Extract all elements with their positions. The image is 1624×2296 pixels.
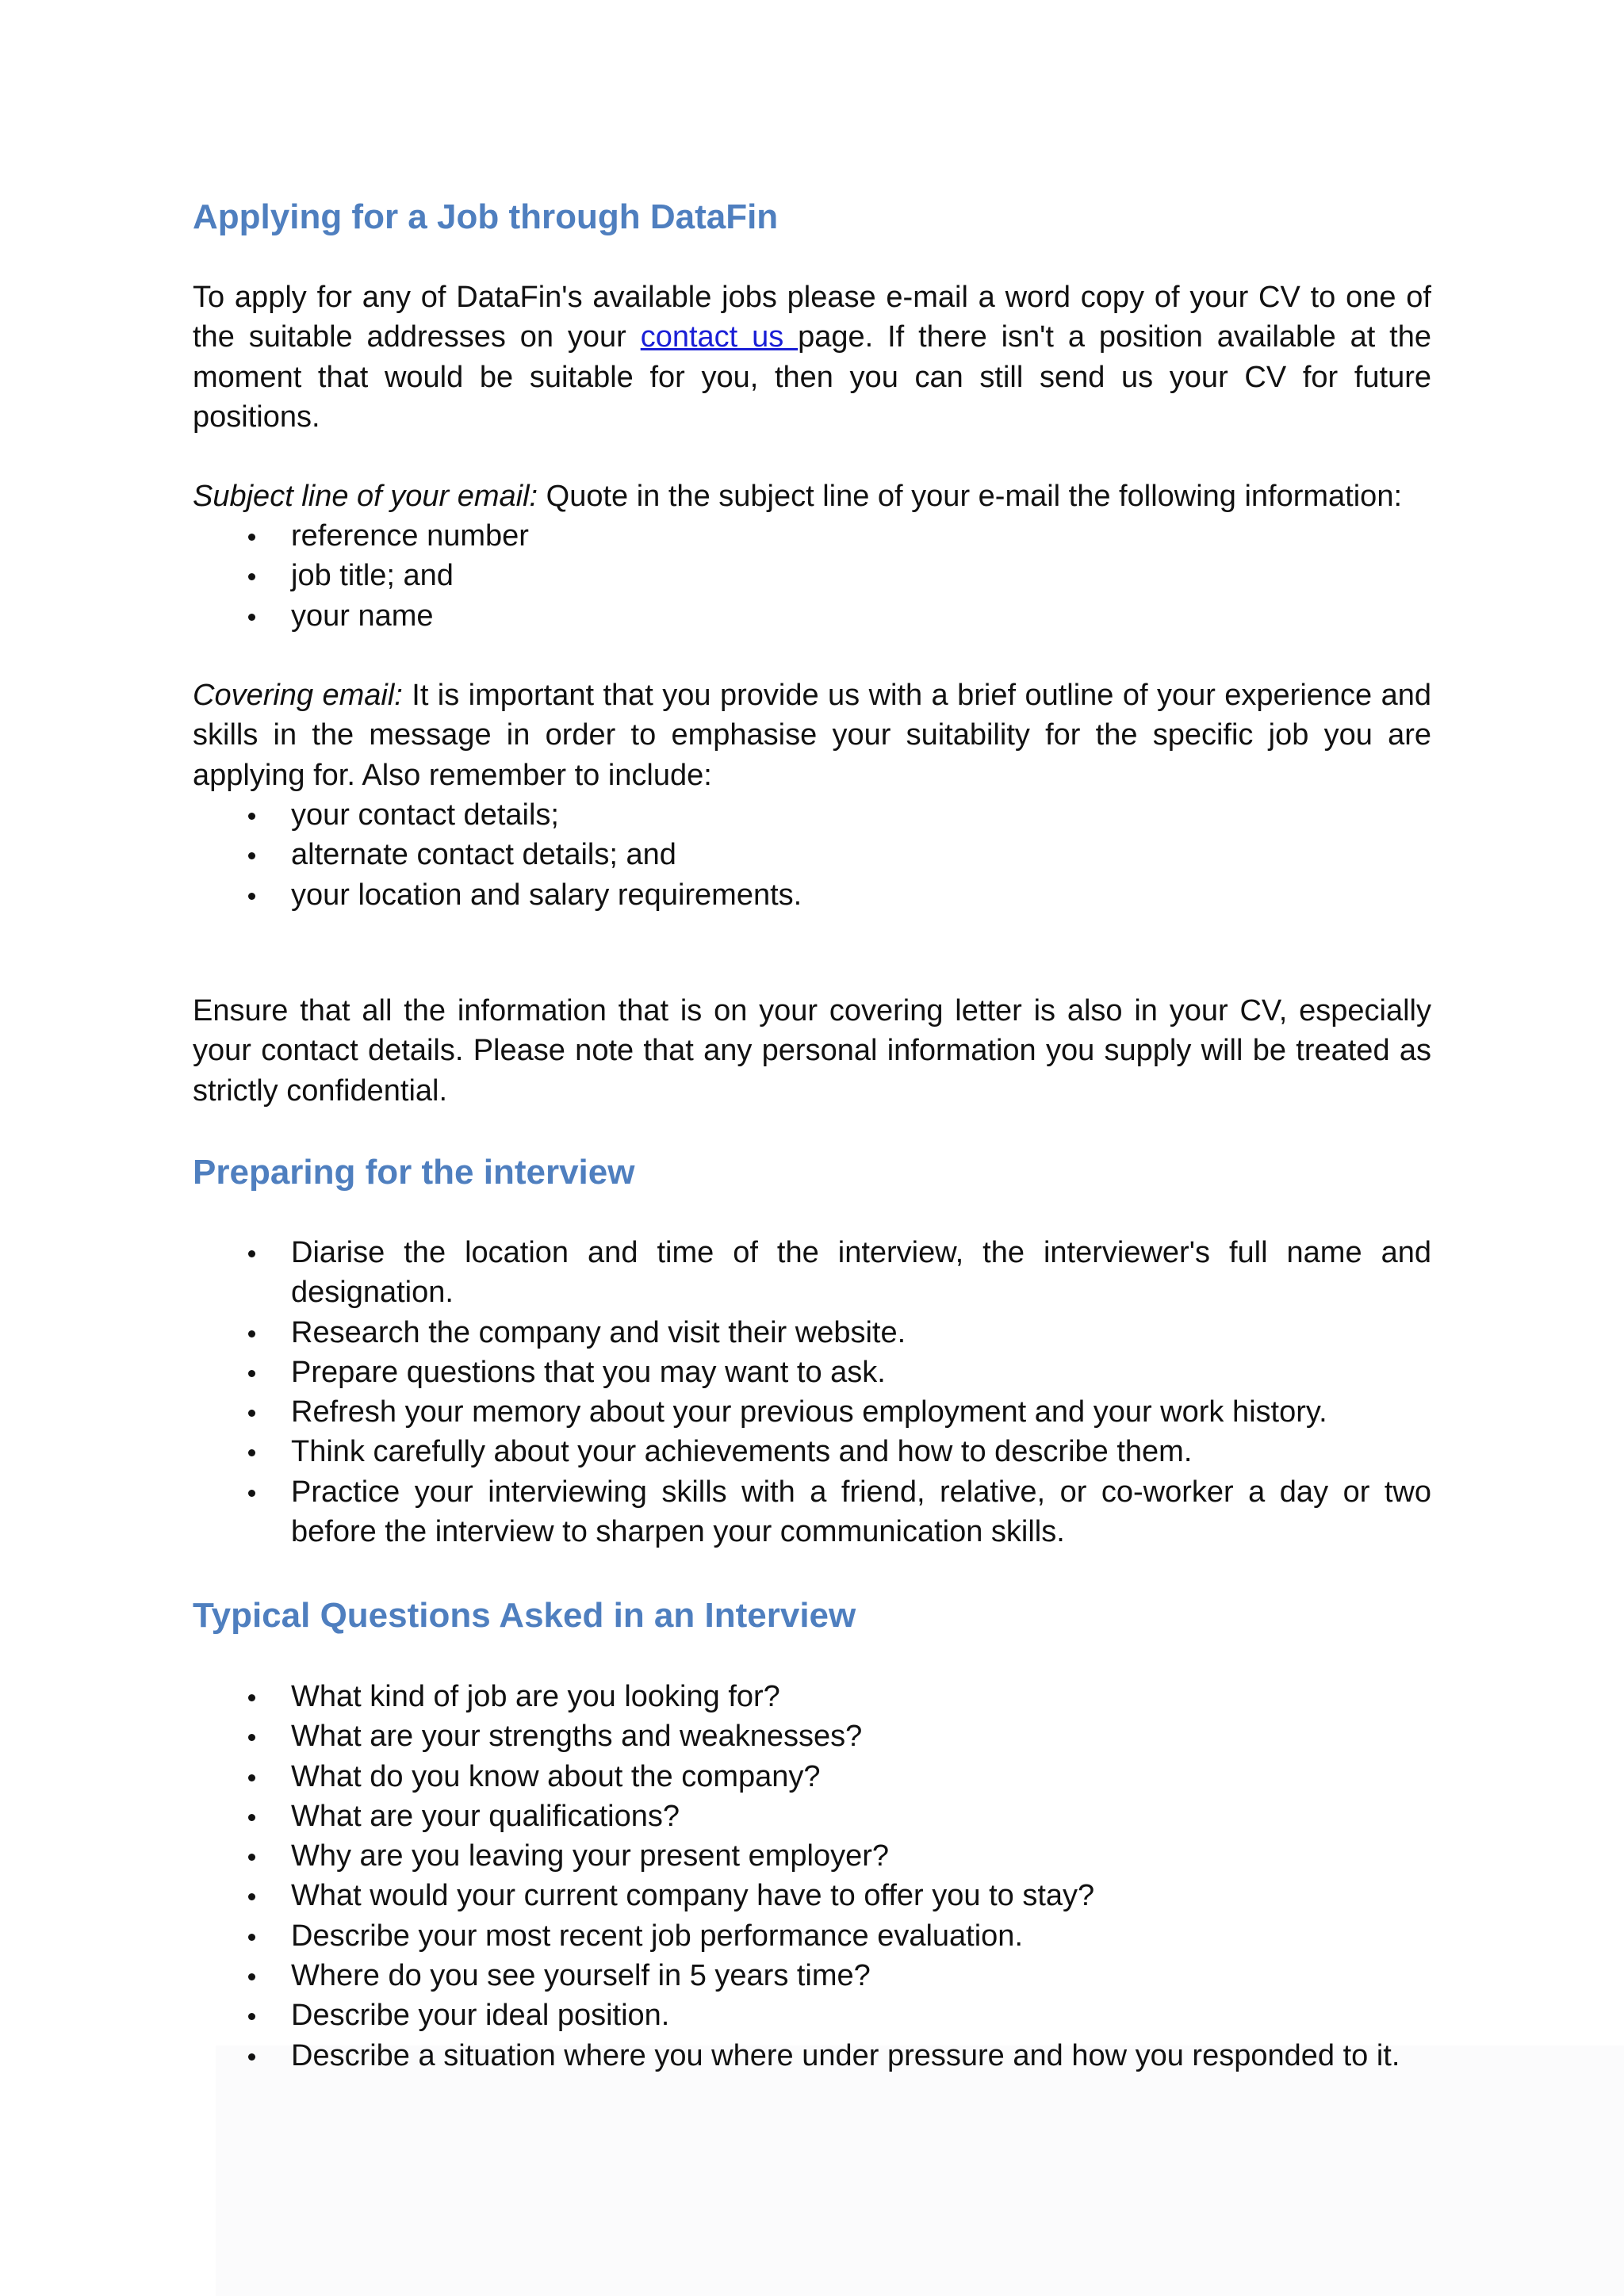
covering-email-text: It is important that you provide us with a brief outline of your experience and skills in the message in order to emphasise your suitability for the specific job you are applying for. Also remember to include: <box>193 679 1431 792</box>
list-item: Describe a situation where you where under pressure and how you responded to it. <box>193 2036 1431 2076</box>
apply-intro-text: To apply for any of DataFin's available jobs please e-mail a word copy of your CV to one of the suitable addresses on your <box>193 281 1431 354</box>
list-item: alternate contact details; and <box>193 835 1431 874</box>
ensure-paragraph: Ensure that all the information that is on your covering letter is also in your CV, especially your contact details. Please note that any personal information you supply will be treated as strictly confidential. <box>193 994 1431 1108</box>
list-item: Describe your most recent job performance evaluation. <box>193 1916 1431 1956</box>
list-item: your contact details; <box>193 795 1431 835</box>
questions-list <box>193 1677 1431 2076</box>
list-item: What are your strengths and weaknesses? <box>193 1716 1431 1756</box>
apply-intro-paragraph <box>193 277 1431 437</box>
subject-line-label: Subject line of your email: <box>193 480 538 513</box>
page-shadow <box>216 2045 1624 2296</box>
list-item: reference number <box>193 516 1431 556</box>
list-item: Diarise the location and time of the interview, the interviewer's full name and designation. <box>193 1233 1431 1313</box>
section-heading-questions: Typical Questions Asked in an Interview <box>193 1596 856 1635</box>
list-item: What do you know about the company? <box>193 1757 1431 1797</box>
list-item: your name <box>193 596 1431 636</box>
list-item: Describe your ideal position. <box>193 1996 1431 2035</box>
contact-us-link[interactable]: contact us <box>640 320 799 354</box>
list-item: Where do you see yourself in 5 years time? <box>193 1956 1431 1996</box>
subject-line-paragraph <box>193 476 1431 516</box>
list-item: Why are you leaving your present employer? <box>193 1836 1431 1876</box>
section-heading-prepare: Preparing for the interview <box>193 1153 635 1192</box>
list-item: What are your qualifications? <box>193 1797 1431 1836</box>
list-item: job title; and <box>193 556 1431 595</box>
list-item: What kind of job are you looking for? <box>193 1677 1431 1716</box>
covering-email-label: Covering email: <box>193 679 403 712</box>
list-item: What would your current company have to offer you to stay? <box>193 1876 1431 1915</box>
list-item: Think carefully about your achievements and how to describe them. <box>193 1432 1431 1471</box>
section-heading-apply: Applying for a Job through DataFin <box>193 197 779 236</box>
covering-list <box>193 795 1431 915</box>
subject-line-text: Quote in the subject line of your e-mail the following information: <box>538 480 1403 513</box>
covering-email-paragraph <box>193 675 1431 795</box>
list-item: Research the company and visit their website. <box>193 1313 1431 1353</box>
list-item: Refresh your memory about your previous employment and your work history. <box>193 1392 1431 1432</box>
list-item: your location and salary requirements. <box>193 875 1431 915</box>
subject-list <box>193 516 1431 636</box>
list-item: Practice your interviewing skills with a friend, relative, or co-worker a day or two before the interview to sharpen your communication skills. <box>193 1472 1431 1552</box>
prepare-list <box>193 1233 1431 1552</box>
list-item: Prepare questions that you may want to ask. <box>193 1353 1431 1392</box>
apply-intro-text-cont: page. If there isn't a position available at the moment that would be suitable for you, then you can still send us your CV for future positions. <box>193 320 1432 434</box>
